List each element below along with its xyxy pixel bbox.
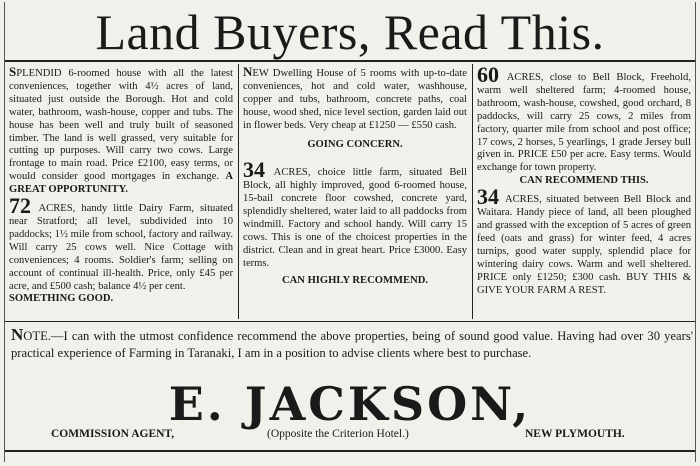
listing-house-borough [9,66,233,197]
listing-number: 34 [477,184,499,210]
listing-freehold-farm [477,62,691,175]
agent-note [11,326,693,362]
column-1 [9,66,233,306]
drop-cap: N [243,64,253,79]
top-rule [5,60,695,62]
footer-address: (Opposite the Criterion Hotel.) [267,428,409,440]
listing-tagline: CAN HIGHLY RECOMMEND. [281,274,429,286]
column-3 [477,62,691,297]
listing-dwelling-house [243,66,467,133]
bottom-rule [5,450,695,452]
listing-bell-block-farm [243,157,467,270]
listing-waitara-land [477,184,691,297]
listing-tagline: SOMETHING GOOD. [9,293,114,305]
column-divider [238,64,239,319]
listing-text: ACRES, handy little Dairy Farm, situated near Stratford; all level, subdivided into 10 paddocks; 1½ mile from school, factory and railway. Will carry 25 cows well. Nice Cottage with conveniences; 4 rooms. Soldier's farm; selling on account of continual ill-health. Price, only £45 per acre, and £500 cash; balance 4½ per cent. [9,203,233,292]
listing-number: 72 [9,193,31,219]
listing-dairy-farm [9,193,233,293]
listing-number: 60 [477,62,499,87]
listing-text: EW Dwelling House of 5 rooms with up-to-date conveniences, hot and cold water, washhouse, copper and tubs, bathroom, concrete paths, coal house, wood shed, nice level section, garden laid out in flower beds. Very cheap at £1250 — £550 cash. [243,68,467,131]
listing-tagline: A GREAT OPPORTUNITY. [9,171,233,196]
note-text: OTE.—I can with the utmost confidence recommend the above properties, being of sound good value. Having had over 30 years' practical experience of Farming in Taranaki, I am in a position to advise clients where best to purchase. [11,329,693,360]
footer-town: NEW PLYMOUTH. [525,428,625,440]
advertisement [4,2,696,462]
agent-name: E. JACKSON, [168,377,532,431]
listing-tagline: CAN RECOMMEND THIS. [519,175,649,187]
column-divider [472,64,473,319]
listing-text: ACRES, situated between Bell Block and Waitara. Handy piece of land, all been ploughed and grassed with the exception of 5 acres of green feed (oats and grass) for winter feed, 4 acres turnips, good water supply, splendid place for wintering dairy cows. Warm and well sheltered. PRICE only £1250; £300 cash. BUY THIS & GIVE YOUR FARM A REST. [477,194,691,296]
listing-text: PLENDID 6-roomed house with all the latest conveniences, together with 4½ acres of land, situated just outside the Borough. Hot and cold water, bathroom, wash-house, copper and tubs. The house has been well and truly built of seasoned timber. The land is well grassed, very suitable for cutting up purposes. Will carry two cows. Large frontage to main road. Price £2100, easy terms, or would consider good mortgages in exchange. [9,68,233,183]
footer-title: COMMISSION AGENT, [51,428,175,440]
listing-text: ACRES, choice little farm, situated Bell Block, all highly improved, good 6-roomed house, 15-bail concrete floor cowshed, concrete yard, splendidly sheltered, water laid to all paddocks from windmill. Factory and school handy. Will carry 15 cows. This is one of the choicest properties in the district. Clean and in great heart. Price £3000. Easy terms. [243,167,467,269]
listing-text: ACRES, close to Bell Block, Freehold, warm well sheltered farm; 4-roomed house, bathroom, wash-house, cowshed, good orchard, 8 paddocks, will carry 25 cows, 2 miles from factory, quarter mile from school and post office; 17 cows, 2 horses, 5 yearlings, 1 grade Jersey bull given in. PRICE £50 per acre. Easy terms. Would exchange for town property. [477,72,691,174]
middle-rule [5,321,695,322]
listing-tagline: GOING CONCERN. [307,138,403,150]
drop-cap: N [11,325,24,344]
drop-cap: S [9,64,17,79]
headline: Land Buyers, Read This. [95,4,605,60]
column-2 [243,66,467,288]
listing-number: 34 [243,157,265,183]
